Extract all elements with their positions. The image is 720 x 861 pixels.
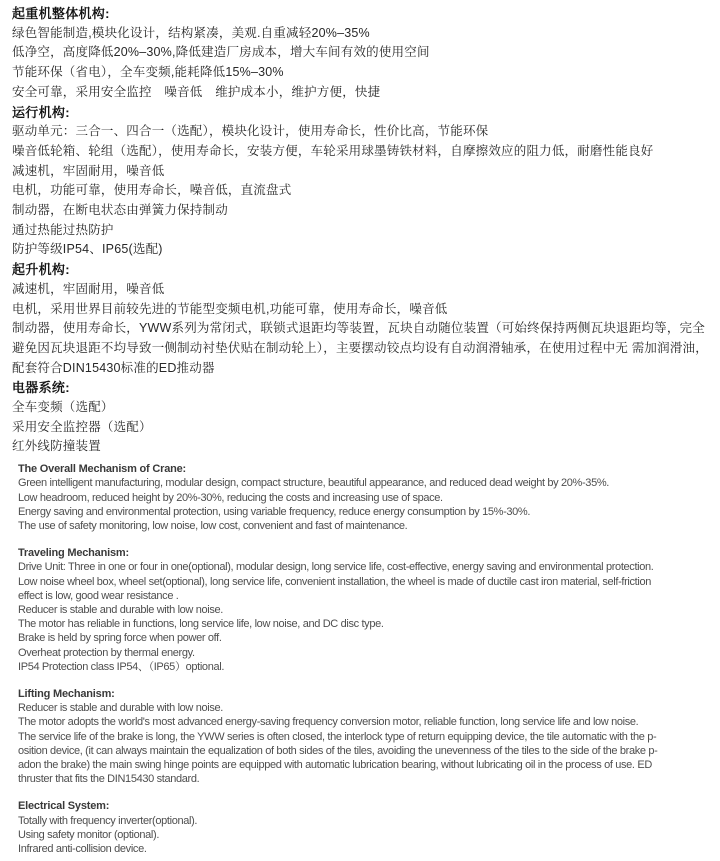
section-heading-traveling-mechanism-cn: 运行机构: [12,104,70,120]
cn-section-lifting-mechanism [12,260,720,378]
section-heading-electrical-system-en: Electrical System: [18,800,110,813]
text-line: Reducer is stable and durable with low noise. [18,702,223,715]
text-line: Energy saving and environmental protection, using variable frequency, reduce energy consumption by 15%-30%. [18,505,531,518]
text-line: 绿色智能制造,模块化设计，结构紧凑，美观.自重减轻20%–35% [12,25,370,40]
text-line: 减速机，牢固耐用，噪音低 [12,281,165,296]
cn-section-traveling-mechanism [12,103,720,261]
text-line: 避免因瓦块退距不均导致一侧制动衬垫伏贴在制动轮上），主要摆动铰点均设有自动润滑轴承，在使用过程中无 需加润滑油， [12,340,708,355]
text-line: 驱动单元：三合一、四合一（选配），模块化设计，使用寿命长，性价比高，节能环保 [12,124,489,139]
text-line: The use of safety monitoring, low noise, low cost, convenient and fast of maintenance. [18,519,408,532]
cn-section-overall-mechanism [12,4,720,103]
text-line: Totally with frequency inverter(optional). [18,814,198,827]
section-heading-lifting-mechanism-cn: 起升机构: [12,262,70,278]
text-line: 采用安全监控器（选配） [12,419,152,434]
text-line: 噪音低轮箱、轮组（选配），使用寿命长，安装方便，车轮采用球墨铸铁材料，自摩擦效应的阻力低，耐磨性能良好 [12,143,654,158]
text-line: 通过热能过热防护 [12,222,114,237]
text-line: 电机，采用世界目前较先进的节能型变频电机,功能可靠，使用寿命长，噪音低 [12,301,448,316]
text-line: effect is low, good wear resistance . [18,589,179,602]
text-line: The motor has reliable in functions, long service life, low noise, and DC disc type. [18,618,384,631]
text-line: Reducer is stable and durable with low noise. [18,604,223,616]
english-text-block [0,462,720,856]
text-line: 配套符合DIN15430标准的ED推动器 [12,360,215,375]
section-heading-electrical-system-cn: 电器系统: [12,380,70,396]
text-line: adon the brake) the main swing hinge points are equipped with automatic lubrication bearing, without lubricating oil in the process of use. ED [18,759,652,772]
text-line: 节能环保（省电），全车变频,能耗降低15%–30% [12,65,284,80]
text-line: Low noise wheel box, wheel set(optional), long service life, convenient installation, the wheel is made of ductile cast iron material, self-friction [18,575,651,588]
text-line: 电机，功能可靠，使用寿命长，噪音低，直流盘式 [12,183,292,198]
section-heading-overall-mechanism-cn: 起重机整体机构: [12,6,110,21]
chinese-text-block [0,4,720,457]
text-line: Low headroom, reduced height by 20%-30%, reducing the costs and increasing use of space. [18,491,443,504]
text-line: The service life of the brake is long, the YWW series is often closed, the interlock type of return equipping device, the tile automatic with the p- [18,730,657,743]
en-section-lifting-mechanism [18,687,720,786]
text-line: Brake is held by spring force when power off. [18,632,222,645]
cn-section-electrical-system [12,378,720,457]
section-heading-overall-mechanism-en: The Overall Mechanism of Crane: [18,463,187,476]
text-line: 红外线防撞装置 [12,439,101,454]
text-line: IP54 Protection class IP54、（IP65）optional. [18,660,225,673]
text-line: 安全可靠，采用安全监控 噪音低 维护成本小，维护方便，快捷 [12,84,381,99]
text-line: 防护等级IP54、IP65(选配) [12,242,163,257]
en-section-overall-mechanism [18,462,720,533]
section-heading-lifting-mechanism-en: Lifting Mechanism: [18,688,115,701]
text-line: The motor adopts the world's most advanced energy-saving frequency conversion motor, reliable function, long service life and low noise. [18,716,639,729]
en-section-electrical-system [18,799,720,856]
text-line: osition device, (it can always maintain the equalization of both sides of the tiles, avoiding the unevenness of the tiles to the side of the brake p- [18,744,658,757]
text-line: 低净空，高度降低20%–30%,降低建造厂房成本，增大车间有效的使用空间 [12,45,430,60]
text-line: Drive Unit: Three in one or four in one(optional), modular design, long service life, cost-effective, energy saving and environmental protection. [18,561,654,574]
text-line: Overheat protection by thermal energy. [18,646,195,659]
text-line: Using safety monitor (optional). [18,828,160,841]
text-line: 制动器，使用寿命长，YWW系列为常闭式，联锁式退距均等装置，瓦块自动随位装置（可始终保持两侧瓦块退距均等，完全 [12,321,705,336]
section-heading-traveling-mechanism-en: Traveling Mechanism: [18,547,129,560]
text-line: Green intelligent manufacturing, modular design, compact structure, beautiful appearance, and reduced dead weight by 20%-35%. [18,477,609,490]
text-line: Infrared anti-collision device. [18,843,147,856]
text-line: 减速机，牢固耐用，噪音低 [12,163,165,178]
en-section-traveling-mechanism [18,546,720,674]
text-line: thruster that fits the DIN15430 standard. [18,773,200,786]
text-line: 全车变频（选配） [12,400,114,415]
text-line: 制动器，在断电状态由弹簧力保持制动 [12,203,228,218]
